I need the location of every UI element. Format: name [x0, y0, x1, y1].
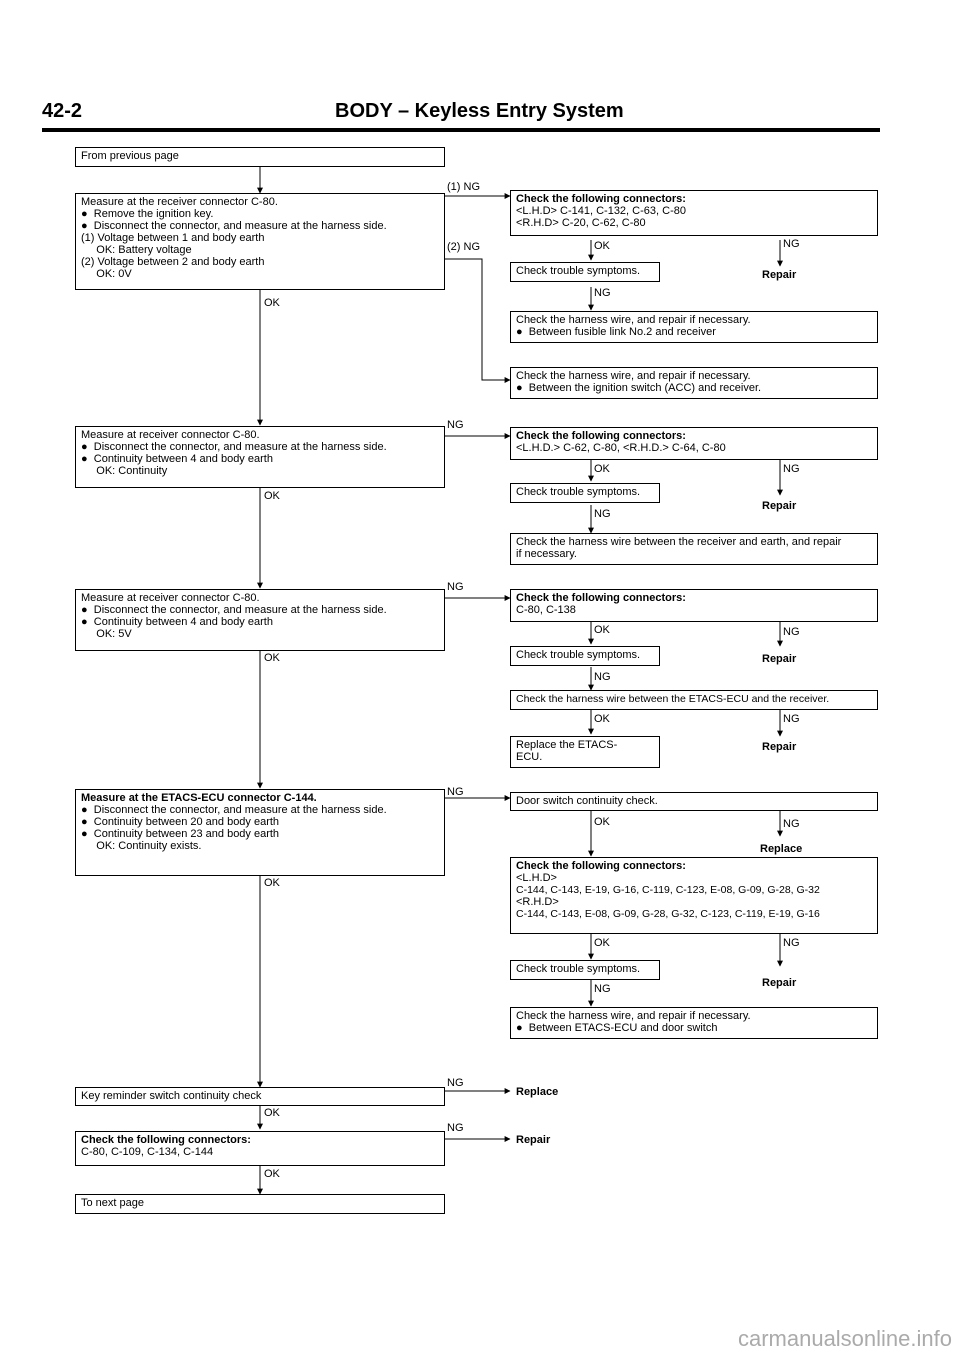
step4-line: OK: Continuity exists. — [81, 840, 202, 852]
step4-line: ● Disconnect the connector, and measure at the harness side. — [81, 804, 387, 816]
step4-ok-label: OK — [264, 877, 280, 889]
step4-door-box — [510, 792, 878, 811]
step5-key-reminder-box — [75, 1087, 445, 1106]
step4-repair-label: Repair — [762, 977, 797, 989]
step2-line: Measure at receiver connector C-80. — [81, 429, 260, 441]
step4-conn-line: Check the following connectors: — [516, 860, 686, 872]
harness-line: Check the harness wire, and repair if necessary. — [516, 314, 751, 326]
door-check-text: Door switch continuity check. — [516, 795, 658, 807]
step3-line: ● Disconnect the connector, and measure at the harness side. — [81, 604, 387, 616]
step1-conn-line: <R.H.D> C-20, C-62, C-80 — [516, 217, 646, 229]
step6-ok-label: OK — [264, 1168, 280, 1180]
step2-connectors-box — [510, 427, 878, 460]
step1-line: OK: Battery voltage — [81, 244, 192, 256]
step3-conn-ng-label: NG — [783, 626, 800, 638]
step2-repair-label: Repair — [762, 500, 797, 512]
step3-line: Measure at receiver connector C-80. — [81, 592, 260, 604]
to-next-text: To next page — [81, 1197, 144, 1209]
trouble-text: Check trouble symptoms. — [516, 486, 641, 498]
step3-conn-line: Check the following connectors: — [516, 592, 686, 604]
step1-measure-box — [75, 193, 445, 290]
step1-trouble-box — [510, 262, 660, 282]
step4-measure-box — [75, 789, 445, 876]
step1-ng1-label: (1) NG — [447, 181, 480, 193]
watermark: carmanualsonline.info — [737, 1326, 952, 1351]
step4-conn-line: <R.H.D> — [516, 896, 559, 908]
step2-conn-ng-label: NG — [783, 463, 800, 475]
harness-line: ● Between ETACS-ECU and door switch — [516, 1022, 718, 1034]
step4-door-ok-label: OK — [594, 816, 610, 828]
step4-conn-ng-label: NG — [783, 937, 800, 949]
step2-line: OK: Continuity — [81, 465, 168, 477]
step6-repair-label: Repair — [516, 1134, 551, 1146]
step2-conn-ok-label: OK — [594, 463, 610, 475]
step1-connectors-box — [510, 190, 878, 236]
step1-line: Measure at the receiver connector C-80. — [81, 196, 278, 208]
step2-ok-label: OK — [264, 490, 280, 502]
step4-harness-box — [510, 1007, 878, 1039]
step1-conn-line: Check the following connectors: — [516, 193, 686, 205]
step3-line: OK: 5V — [81, 628, 132, 640]
step1-line: OK: 0V — [81, 268, 132, 280]
step6-line: C-80, C-109, C-134, C-144 — [81, 1146, 214, 1158]
page-number: 42-2 — [42, 100, 83, 122]
step1-repair-label: Repair — [762, 269, 797, 281]
step1-harness1-box — [510, 311, 878, 343]
harness-line: Check the harness wire between the ETACS-ECU and the receiver. — [516, 693, 830, 705]
step1-conn-line: <L.H.D> C-141, C-132, C-63, C-80 — [516, 205, 686, 217]
step1-line: ● Disconnect the connector, and measure at the harness side. — [81, 220, 387, 232]
harness-line: Check the harness wire, and repair if necessary. — [516, 1010, 751, 1022]
step4-line: ● Continuity between 23 and body earth — [81, 828, 280, 840]
from-previous-page-box — [75, 147, 445, 167]
step3-trouble-box — [510, 646, 660, 666]
harness-line: ● Between the ignition switch (ACC) and receiver. — [516, 382, 762, 394]
harness-line: if necessary. — [516, 548, 577, 560]
page-title: BODY – Keyless Entry System — [335, 100, 624, 122]
step4-replace-label: Replace — [760, 843, 803, 855]
trouble-text: Check trouble symptoms. — [516, 963, 641, 975]
step1-ng2-label: (2) NG — [447, 241, 480, 253]
harness-line: Check the harness wire, and repair if necessary. — [516, 370, 751, 382]
replace-ecu-line: ECU. — [516, 751, 543, 763]
trouble-text: Check trouble symptoms. — [516, 265, 641, 277]
step1-conn-ok-label: OK — [594, 240, 610, 252]
step5-ok-label: OK — [264, 1107, 280, 1119]
step4-line: ● Continuity between 20 and body earth — [81, 816, 280, 828]
step4-door-ng-label: NG — [783, 818, 800, 830]
step3-measure-box — [75, 589, 445, 651]
step5-ng-label: NG — [447, 1077, 464, 1089]
step5-replace-label: Replace — [516, 1086, 559, 1098]
step3-trouble-ng-label: NG — [594, 671, 611, 683]
step1-trouble-ng-label: NG — [594, 287, 611, 299]
from-previous-text: From previous page — [81, 150, 179, 162]
step6-line: Check the following connectors: — [81, 1134, 251, 1146]
step2-measure-box — [75, 426, 445, 488]
step1-harness2-box — [510, 367, 878, 399]
step1-line: ● Remove the ignition key. — [81, 208, 214, 220]
step1-line: (1) Voltage between 1 and body earth — [81, 232, 265, 244]
step2-trouble-box — [510, 483, 660, 503]
replace-ecu-line: Replace the ETACS- — [516, 739, 618, 751]
step3-harness-ng-label: NG — [783, 713, 800, 725]
step6-ng-label: NG — [447, 1122, 464, 1134]
step4-conn-line: C-144, C-143, E-08, G-09, G-28, G-32, C-123, C-119, E-19, G-16 — [516, 908, 820, 920]
step3-harness-box — [510, 690, 878, 710]
step2-conn-line: <L.H.D.> C-62, C-80, <R.H.D.> C-64, C-80 — [516, 442, 726, 454]
step4-line: Measure at the ETACS-ECU connector C-144. — [81, 792, 317, 804]
step4-conn-line: <L.H.D> — [516, 872, 557, 884]
step4-trouble-ng-label: NG — [594, 983, 611, 995]
step3-conn-ok-label: OK — [594, 624, 610, 636]
step1-line: (2) Voltage between 2 and body earth — [81, 256, 265, 268]
step2-line: ● Disconnect the connector, and measure at the harness side. — [81, 441, 387, 453]
step3-repair2-label: Repair — [762, 741, 797, 753]
to-next-page-box — [75, 1194, 445, 1214]
step2-line: ● Continuity between 4 and body earth — [81, 453, 273, 465]
step4-connectors-box — [510, 857, 878, 934]
step2-harness-box — [510, 533, 878, 565]
step2-ng-label: NG — [447, 419, 464, 431]
trouble-text: Check trouble symptoms. — [516, 649, 641, 661]
step3-conn-line: C-80, C-138 — [516, 604, 576, 616]
step3-replace-ecu-box — [510, 736, 660, 768]
step3-ng-label: NG — [447, 581, 464, 593]
step1-ok-label: OK — [264, 297, 280, 309]
step3-repair-label: Repair — [762, 653, 797, 665]
step4-conn-ok-label: OK — [594, 937, 610, 949]
step3-line: ● Continuity between 4 and body earth — [81, 616, 273, 628]
step3-connectors-box — [510, 589, 878, 622]
step4-ng-label: NG — [447, 786, 464, 798]
step3-ok-label: OK — [264, 652, 280, 664]
step1-conn-ng-label: NG — [783, 238, 800, 250]
step4-trouble-box — [510, 960, 660, 980]
step3-harness-ok-label: OK — [594, 713, 610, 725]
step2-conn-line: Check the following connectors: — [516, 430, 686, 442]
harness-line: Check the harness wire between the receiver and earth, and repair — [516, 536, 842, 548]
step4-conn-line: C-144, C-143, E-19, G-16, C-119, C-123, E-08, G-09, G-28, G-32 — [516, 884, 820, 896]
step5-text: Key reminder switch continuity check — [81, 1090, 262, 1102]
step2-trouble-ng-label: NG — [594, 508, 611, 520]
step6-connectors-box — [75, 1131, 445, 1166]
harness-line: ● Between fusible link No.2 and receiver — [516, 326, 716, 338]
